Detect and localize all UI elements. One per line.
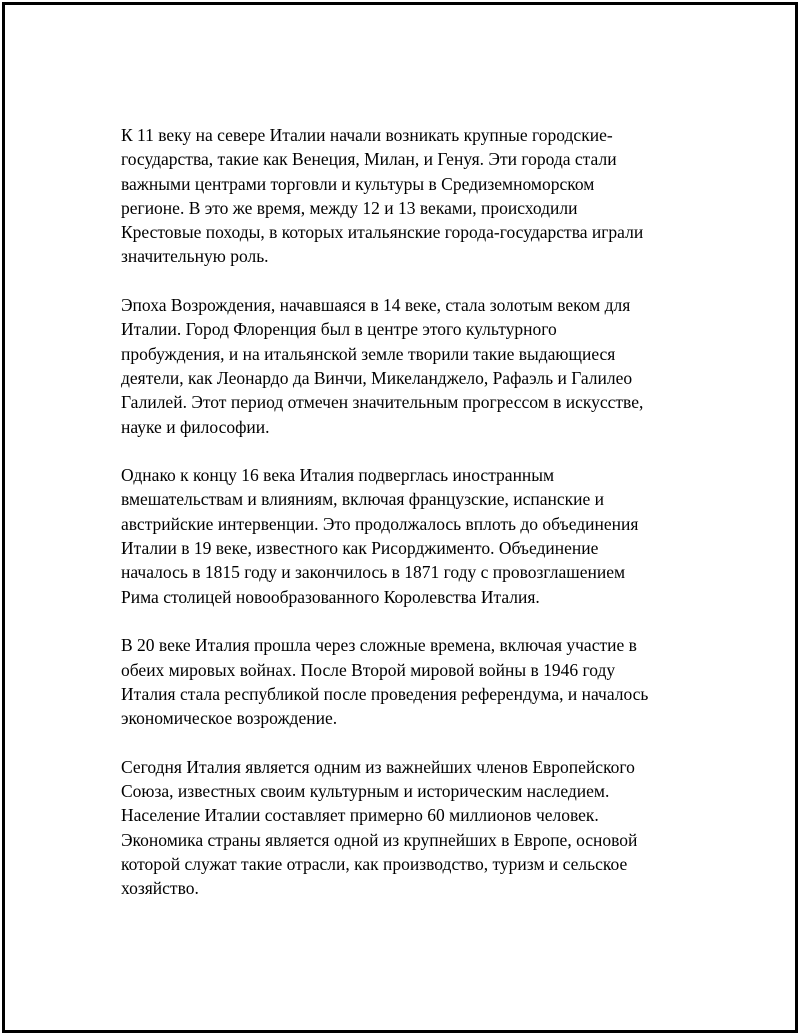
text-line: Италия стала республикой после проведения референдума, и началось xyxy=(121,683,649,704)
text-line: Италии в 19 веке, известного как Рисорджименто. Объединение xyxy=(121,538,599,559)
text-line: Сегодня Италия является одним из важнейших членов Европейского xyxy=(121,756,635,777)
text-line: вмешательствам и влияниям, включая французские, испанские и xyxy=(121,489,604,510)
text-line: значительную роль. xyxy=(121,246,269,267)
text-line: Союза, известных своим культурным и историческим наследием. xyxy=(121,781,610,802)
text-line: Крестовые походы, в которых итальянские города-государства играли xyxy=(121,222,644,243)
text-line: Однако к концу 16 века Италия подверглась иностранным xyxy=(121,465,555,486)
text-line: важными центрами торговли и культуры в Средиземноморском xyxy=(121,173,595,194)
text-line: хозяйство. xyxy=(121,878,199,899)
text-line: Рима столицей новообразованного Королевства Италия. xyxy=(121,586,540,607)
text-line: деятели, как Леонардо да Винчи, Микеланджело, Рафаэль и Галилео xyxy=(121,367,633,388)
text-line: Италии. Город Флоренция был в центре этого культурного xyxy=(121,319,557,340)
text-line: началось в 1815 году и закончилось в 1871 году с провозглашением xyxy=(121,562,626,583)
text-line: Население Италии составляет примерно 60 миллионов человек. xyxy=(121,805,599,826)
paragraph-2 xyxy=(121,293,701,439)
text-line: которой служат такие отрасли, как производство, туризм и сельское xyxy=(121,853,628,874)
paragraph-1 xyxy=(121,123,701,269)
text-line: Экономика страны является одной из крупнейших в Европе, основой xyxy=(121,829,638,850)
text-line: К 11 веку на севере Италии начали возникать крупные городские- xyxy=(121,125,613,145)
paragraph-3 xyxy=(121,463,701,609)
text-line: Галилей. Этот период отмечен значительным прогрессом в искусстве, xyxy=(121,392,644,413)
paragraph-5 xyxy=(121,755,701,901)
text-line: Эпоха Возрождения, начавшаяся в 14 веке, стала золотым веком для xyxy=(121,295,631,316)
text-line: обеих мировых войнах. После Второй мировой войны в 1946 году xyxy=(121,659,616,680)
document-body xyxy=(121,123,701,925)
text-line: австрийские интервенции. Это продолжалось вплоть до объединения xyxy=(121,513,639,534)
text-line: пробуждения, и на итальянской земле творили такие выдающиеся xyxy=(121,343,616,364)
page-frame xyxy=(2,2,798,1033)
text-line: экономическое возрождение. xyxy=(121,708,338,729)
text-line: В 20 веке Италия прошла через сложные времена, включая участие в xyxy=(121,635,637,656)
text-line: науке и философии. xyxy=(121,416,270,437)
text-line: регионе. В это же время, между 12 и 13 веками, происходили xyxy=(121,197,578,218)
text-line: государства, такие как Венеция, Милан, и Генуя. Эти города стали xyxy=(121,149,617,170)
paragraph-4 xyxy=(121,633,701,730)
